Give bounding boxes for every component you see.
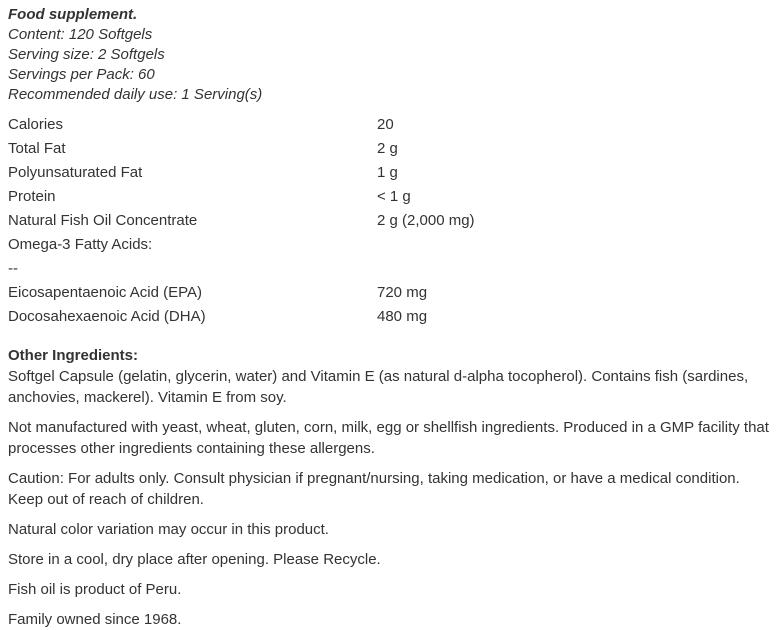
row-label: Omega-3 Fatty Acids: xyxy=(8,236,153,253)
table-row-omega3-heading xyxy=(8,233,771,257)
other-ingredients-heading: Other Ingredients: xyxy=(8,347,139,364)
row-value: 2 g xyxy=(377,140,398,157)
servings-per-pack-line: Servings per Pack: 60 xyxy=(8,66,155,83)
storage-paragraph: Store in a cool, dry place after opening. Please Recycle. xyxy=(8,551,381,568)
content-line: Content: 120 Softgels xyxy=(8,26,153,43)
serving-size-line: Serving size: 2 Softgels xyxy=(8,46,165,63)
row-value: 480 mg xyxy=(377,308,428,325)
additional-info-section xyxy=(8,345,771,630)
table-row-polyunsaturated-fat xyxy=(8,161,771,185)
row-value xyxy=(377,257,771,281)
row-label: Natural Fish Oil Concentrate xyxy=(8,212,198,229)
allergen-info-paragraph: Not manufactured with yeast, wheat, gluten, corn, milk, egg or shellfish ingredients. Produced in a GMP facility that processes other ingredients containing these allergens. xyxy=(8,419,769,457)
product-summary-block xyxy=(8,5,771,105)
table-row-epa xyxy=(8,281,771,305)
row-value: 2 g (2,000 mg) xyxy=(377,212,475,229)
row-label: Protein xyxy=(8,188,56,205)
origin-paragraph: Fish oil is product of Peru. xyxy=(8,581,182,598)
recommended-use-line: Recommended daily use: 1 Serving(s) xyxy=(8,86,263,103)
row-value: 720 mg xyxy=(377,284,428,301)
row-label: -- xyxy=(8,260,18,277)
nutrition-facts-table xyxy=(8,113,771,329)
color-variation-paragraph: Natural color variation may occur in this product. xyxy=(8,521,329,538)
caution-paragraph: Caution: For adults only. Consult physician if pregnant/nursing, taking medication, or have a medical condition. Keep out of reach of children. xyxy=(8,470,740,508)
row-value: < 1 g xyxy=(377,188,411,205)
product-type-title: Food supplement. xyxy=(8,6,138,23)
table-row-dha xyxy=(8,305,771,329)
row-value: 20 xyxy=(377,116,394,133)
row-label: Calories xyxy=(8,116,64,133)
row-value xyxy=(377,233,771,257)
table-row-protein xyxy=(8,185,771,209)
family-owned-paragraph: Family owned since 1968. xyxy=(8,611,182,628)
table-row-fish-oil-concentrate xyxy=(8,209,771,233)
row-label: Polyunsaturated Fat xyxy=(8,164,143,181)
row-value: 1 g xyxy=(377,164,398,181)
table-row-calories xyxy=(8,113,771,137)
row-label: Docosahexaenoic Acid (DHA) xyxy=(8,308,206,325)
other-ingredients-text: Softgel Capsule (gelatin, glycerin, water) and Vitamin E (as natural d-alpha tocopherol). Contains fish (sardines, anchovies, mackerel). Vitamin E from soy. xyxy=(8,368,749,406)
row-label: Total Fat xyxy=(8,140,66,157)
table-row-dashes xyxy=(8,257,771,281)
table-row-total-fat xyxy=(8,137,771,161)
row-label: Eicosapentaenoic Acid (EPA) xyxy=(8,284,202,301)
